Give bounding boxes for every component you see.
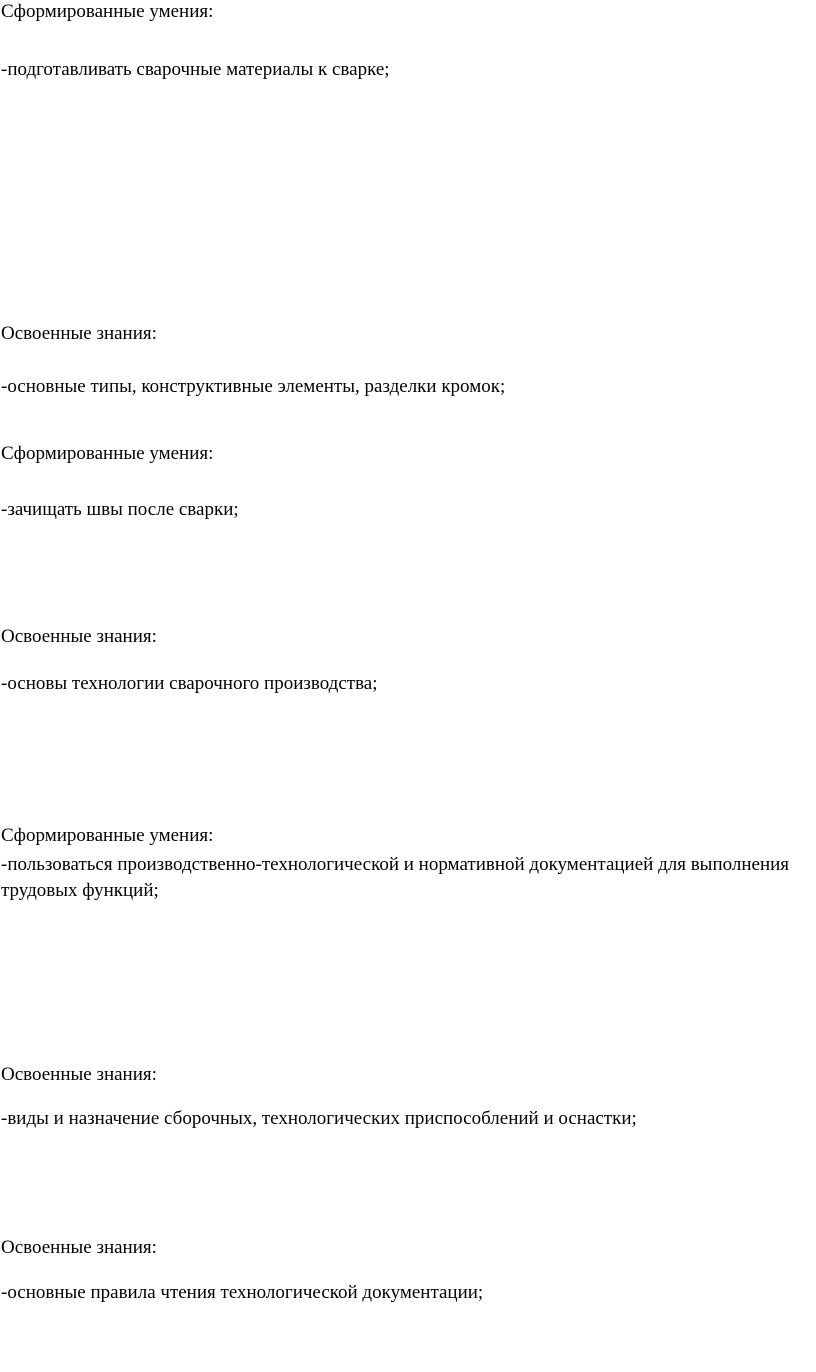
section-item-6: -виды и назначение сборочных, технологических приспособлений и оснастки; — [1, 1108, 637, 1129]
section-heading-3: Сформированные умения: — [1, 443, 214, 464]
section-item-4: -основы технологии сварочного производства; — [1, 673, 378, 694]
section-heading-1: Сформированные умения: — [1, 1, 214, 22]
section-heading-7: Освоенные знания: — [1, 1237, 157, 1258]
section-heading-5: Сформированные умения: — [1, 825, 214, 846]
section-heading-2: Освоенные знания: — [1, 323, 157, 344]
section-heading-6: Освоенные знания: — [1, 1064, 157, 1085]
section-heading-4: Освоенные знания: — [1, 626, 157, 647]
section-item-3: -зачищать швы после сварки; — [1, 499, 239, 520]
section-item-5: -пользоваться производственно-технологической и нормативной документацией для выполнения трудовых функций; — [1, 854, 790, 901]
section-item-7: -основные правила чтения технологической документации; — [1, 1282, 484, 1303]
section-item-2: -основные типы, конструктивные элементы, разделки кромок; — [1, 376, 506, 397]
section-item-1: -подготавливать сварочные материалы к сварке; — [1, 59, 390, 80]
